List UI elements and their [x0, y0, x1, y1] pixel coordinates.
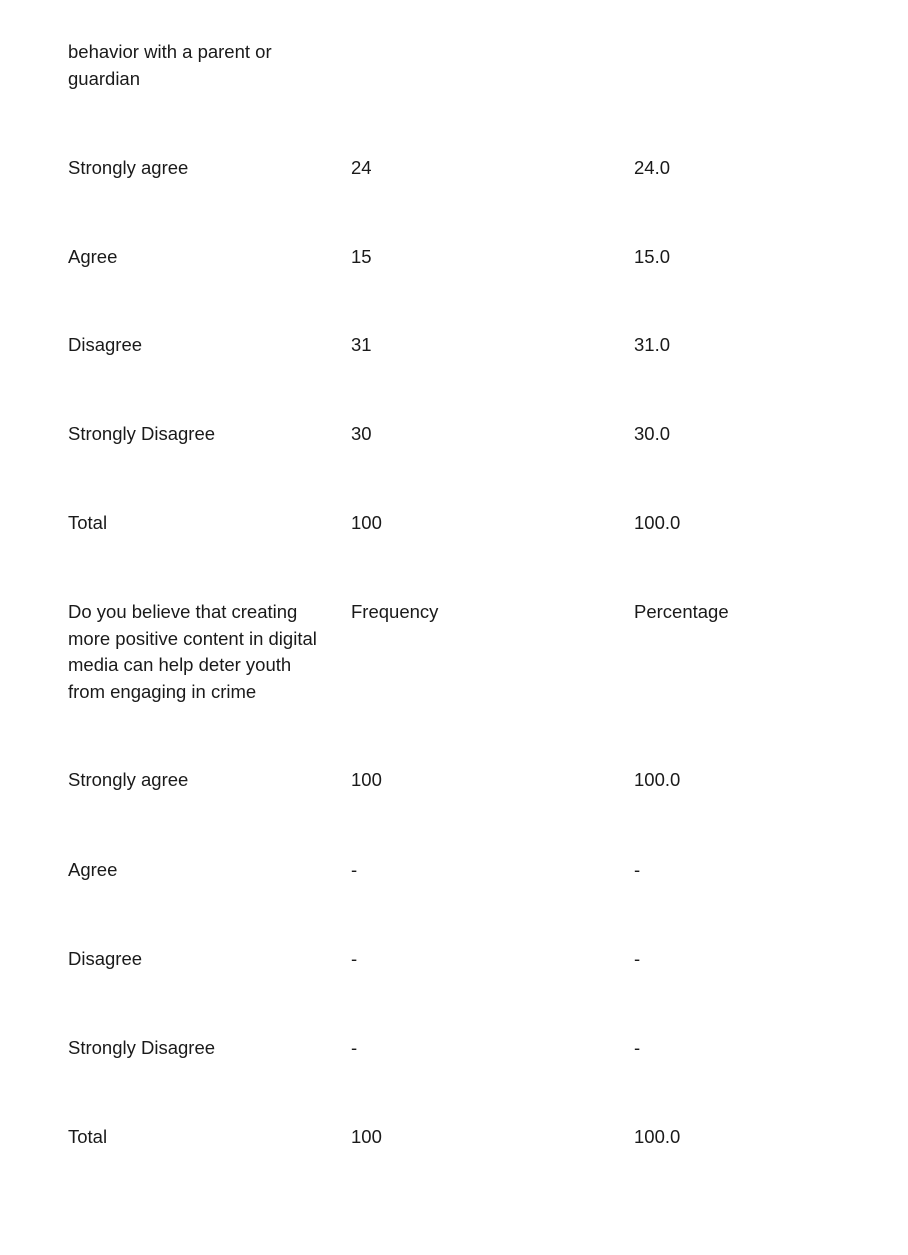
table1-row-label: Strongly Disagree	[68, 423, 216, 444]
table2-header-frequency: Frequency	[351, 601, 439, 622]
table1-row-label: Agree	[68, 246, 118, 267]
table2-row-label: Strongly agree	[68, 769, 189, 790]
table2-row-percentage: -	[634, 948, 641, 969]
table2-row-label: Disagree	[68, 948, 143, 969]
table2-row-frequency: -	[351, 948, 358, 969]
table2-total-label: Total	[68, 1126, 108, 1147]
table2-header-percentage: Percentage	[634, 601, 729, 622]
table1-question-tail: behavior with a parent or guardian	[68, 41, 272, 89]
table2-question: Do you believe that creating more positive content in digital media can help deter youth from engaging in crime	[68, 601, 317, 702]
table1-row-frequency: 30	[351, 423, 372, 444]
table1-row-percentage: 15.0	[634, 246, 671, 267]
table2-row-percentage: -	[634, 1037, 641, 1058]
table1-row-frequency: 24	[351, 157, 372, 178]
table1-total-percentage: 100.0	[634, 512, 681, 533]
table1-row-label: Strongly agree	[68, 157, 189, 178]
table1-row-percentage: 24.0	[634, 157, 671, 178]
table1-row-frequency: 31	[351, 334, 372, 355]
table1-row-label: Disagree	[68, 334, 143, 355]
table1-row-frequency: 15	[351, 246, 372, 267]
table1-row-percentage: 30.0	[634, 423, 671, 444]
table2-row-frequency: 100	[351, 769, 382, 790]
table2-row-frequency: -	[351, 859, 358, 880]
table2-row-percentage: 100.0	[634, 769, 681, 790]
table2-row-frequency: -	[351, 1037, 358, 1058]
table2-row-label: Agree	[68, 859, 118, 880]
table1-total-label: Total	[68, 512, 108, 533]
table2-row-label: Strongly Disagree	[68, 1037, 216, 1058]
table2-row-percentage: -	[634, 859, 641, 880]
table1-total-frequency: 100	[351, 512, 382, 533]
table1-row-percentage: 31.0	[634, 334, 671, 355]
table2-total-percentage: 100.0	[634, 1126, 681, 1147]
table2-total-frequency: 100	[351, 1126, 382, 1147]
